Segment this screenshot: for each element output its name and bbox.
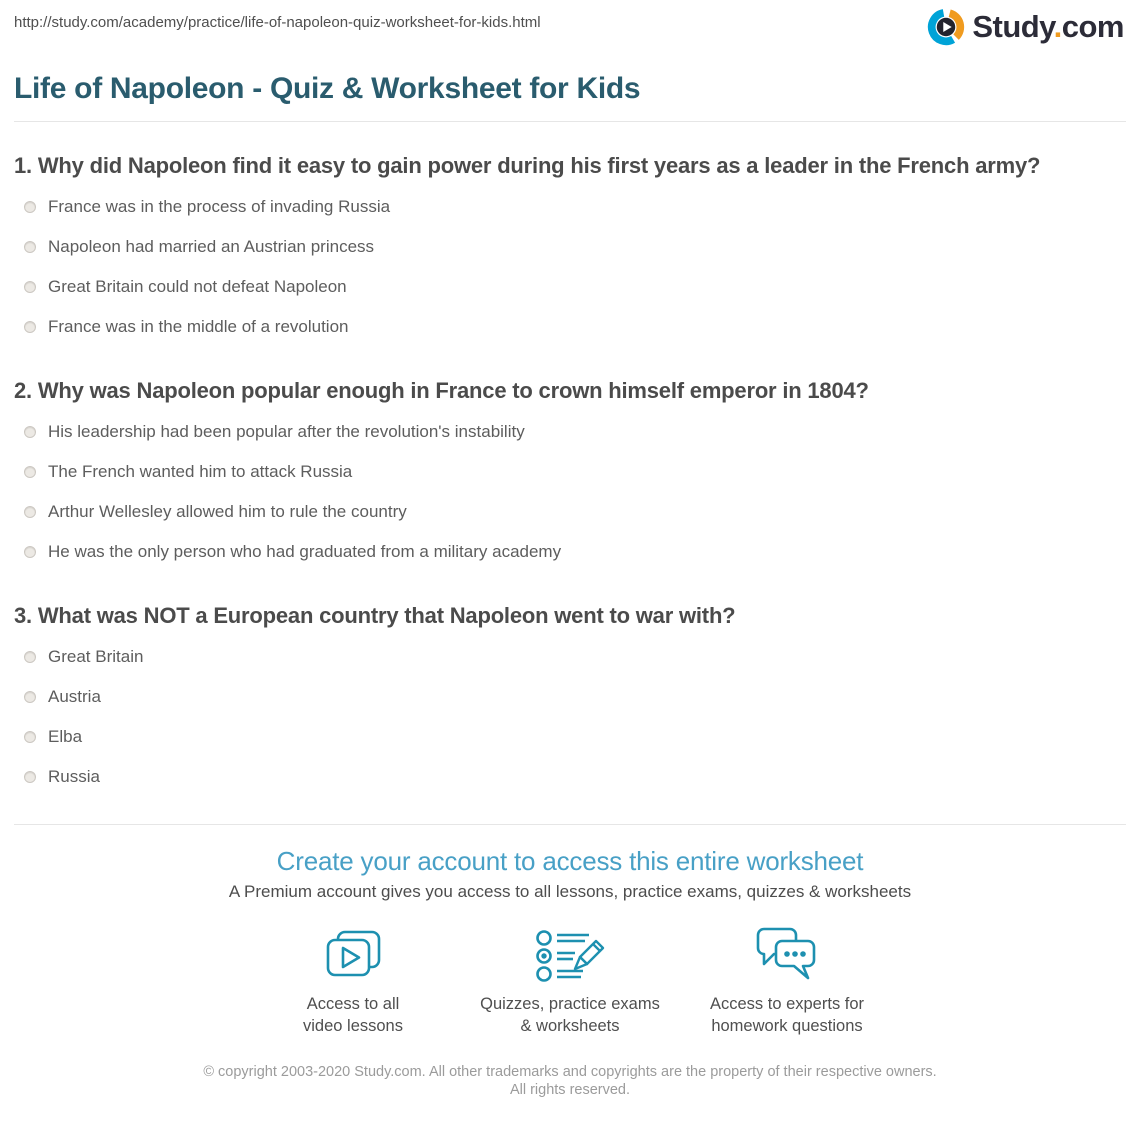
video-lessons-icon xyxy=(245,927,462,985)
copyright-notice: © copyright 2003-2020 Study.com. All other trademarks and copyrights are the property of their respective owners. All rights reserved. xyxy=(203,1063,937,1099)
option-label: Great Britain could not defeat Napoleon xyxy=(48,277,347,296)
feature-video-lessons xyxy=(245,927,462,1038)
option-label: Russia xyxy=(48,767,100,786)
radio-button[interactable] xyxy=(24,691,36,703)
option-row[interactable] xyxy=(14,412,1126,452)
option-label: Austria xyxy=(48,687,101,706)
question-1-options xyxy=(14,187,1126,347)
question-2 xyxy=(14,378,1126,572)
option-row[interactable] xyxy=(14,267,1126,307)
question-3-heading: 3. What was NOT a European country that Napoleon went to war with? xyxy=(14,603,736,628)
radio-button[interactable] xyxy=(24,281,36,293)
option-label: He was the only person who had graduated from a military academy xyxy=(48,542,562,561)
cta-divider xyxy=(14,824,1126,825)
option-row[interactable] xyxy=(14,717,1126,757)
radio-button[interactable] xyxy=(24,771,36,783)
page-title: Life of Napoleon - Quiz & Worksheet for Kids xyxy=(14,72,641,105)
question-3 xyxy=(14,603,1126,797)
option-label: France was in the middle of a revolution xyxy=(48,317,349,336)
feature-label: Access to experts for homework questions xyxy=(709,995,865,1035)
header xyxy=(0,0,1140,46)
study-logo[interactable] xyxy=(927,8,1124,46)
radio-button[interactable] xyxy=(24,241,36,253)
radio-button[interactable] xyxy=(24,466,36,478)
feature-quizzes-worksheets xyxy=(462,927,679,1038)
option-label: His leadership had been popular after the revolution's instability xyxy=(48,422,525,441)
study-logo-text: Study.com xyxy=(972,9,1124,44)
option-row[interactable] xyxy=(14,757,1126,797)
radio-button[interactable] xyxy=(24,321,36,333)
option-row[interactable] xyxy=(14,637,1126,677)
question-2-options xyxy=(14,412,1126,572)
option-row[interactable] xyxy=(14,452,1126,492)
study-logo-icon xyxy=(927,8,965,46)
cta-heading: Create your account to access this entire worksheet xyxy=(276,846,864,876)
option-row[interactable] xyxy=(14,492,1126,532)
radio-button[interactable] xyxy=(24,201,36,213)
features-row xyxy=(0,927,1140,1038)
option-row[interactable] xyxy=(14,677,1126,717)
option-label: The French wanted him to attack Russia xyxy=(48,462,353,481)
question-1-heading: 1. Why did Napoleon find it easy to gain power during his first years as a leader in the French army? xyxy=(14,153,1041,178)
question-3-options xyxy=(14,637,1126,797)
page-url: http://study.com/academy/practice/life-of-napoleon-quiz-worksheet-for-kids.html xyxy=(14,14,541,31)
option-label: Arthur Wellesley allowed him to rule the country xyxy=(48,502,407,521)
option-label: Napoleon had married an Austrian princess xyxy=(48,237,375,256)
option-row[interactable] xyxy=(14,187,1126,227)
radio-button[interactable] xyxy=(24,546,36,558)
radio-button[interactable] xyxy=(24,426,36,438)
option-row[interactable] xyxy=(14,307,1126,347)
radio-button[interactable] xyxy=(24,651,36,663)
radio-button[interactable] xyxy=(24,506,36,518)
feature-label: Access to all video lessons xyxy=(303,995,403,1035)
title-divider xyxy=(14,121,1126,122)
radio-button[interactable] xyxy=(24,731,36,743)
cta-subheading: A Premium account gives you access to all lessons, practice exams, quizzes & worksheets xyxy=(228,882,912,901)
option-row[interactable] xyxy=(14,227,1126,267)
quizzes-worksheets-icon xyxy=(462,927,679,985)
feature-expert-chat xyxy=(679,927,896,1038)
expert-chat-icon xyxy=(679,927,896,985)
question-1 xyxy=(14,153,1126,347)
question-2-heading: 2. Why was Napoleon popular enough in France to crown himself emperor in 1804? xyxy=(14,378,869,403)
option-row[interactable] xyxy=(14,532,1126,572)
feature-label: Quizzes, practice exams & worksheets xyxy=(480,995,660,1035)
option-label: France was in the process of invading Russia xyxy=(48,197,391,216)
option-label: Elba xyxy=(48,727,83,746)
option-label: Great Britain xyxy=(48,647,144,666)
cta-section xyxy=(0,846,1140,1038)
